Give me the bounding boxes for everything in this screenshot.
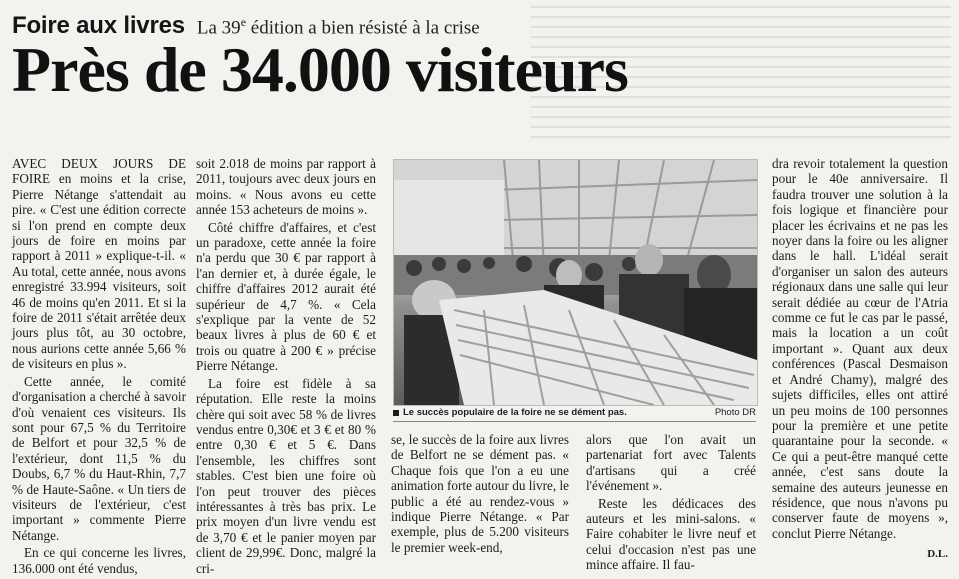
- article-column-1: [12, 156, 186, 578]
- article-column-5: [772, 156, 948, 565]
- photo-caption-row: [393, 407, 756, 418]
- book-fair-photo-illustration: [394, 160, 757, 405]
- headline: Près de 34.000 visiteurs: [12, 34, 628, 105]
- section-label: Foire aux livres: [12, 12, 185, 39]
- paragraph: dra revoir totalement la question pour le 40e anniversaire. Il faudra trouver une solution à la fois logique et financière pour placer les écrivains et ne pas les noyer dans la foire ou les aligner dans le hall. L'idéal serait d'organiser un salon des auteurs régionaux dans une salle qui leur serait dédiée au cœur de l'Atria comme ce fut le cas par le passé, mais la location a un coût important ». Quant aux deux conférences (Pascal Desmaison et André Chamy), malgré des sujets difficiles, elles ont attiré un peu moins de 100 personnes pour la première et une petite quarantaine pour la seconde. « Ce qui a peut-être manqué cette année, c'est sans doute la semaine des auteurs jeunesse en résidence, que nous n'avons pu conserver faute de moyens », conclut Pierre Nétange.: [772, 156, 948, 541]
- paragraph: se, le succès de la foire aux livres de Belfort ne se dément pas. « Chaque fois que l'on a eu une animation forte autour du livre, le public a été au rendez-vous » indique Pierre Nétange. « Par exemple, plus de 5.200 visiteurs le premier week-end,: [391, 432, 569, 555]
- caption-text: Le succès populaire de la foire ne se dément pas.: [403, 407, 627, 418]
- paragraph: La foire est fidèle à sa réputation. Elle reste la moins chère qui soit avec 58 % de livres vendus entre 0,30€ et 3 € et 80 % entre 0,30 € et 5 €. Dans l'ensemble, les chiffres sont stables. C'est bien une foire où l'on peut trouver des pièces intéressantes à très bas prix. Le prix moyen d'un livre vendu est de 3,70 € et le panier moyen par client de 29,99€. Donc, malgré la cri-: [196, 375, 376, 576]
- article-column-2: [196, 156, 376, 578]
- caption-divider: [393, 421, 756, 422]
- paragraph: Côté chiffre d'affaires, et c'est un paradoxe, cette année la foire n'a perdu que 30 € par rapport à l'an dernier et, à durée égale, le chiffre d'affaires 2012 aurait été supérieur de 4,7 %. « Cela s'explique par la vente de 52 beaux livres à plus de 60 € et trois ou quatre à 200 € » précise Pierre Nétange.: [196, 219, 376, 374]
- article-column-4: [586, 432, 756, 575]
- photo-credit: Photo DR: [714, 407, 756, 418]
- caption-bullet-icon: [393, 410, 399, 416]
- article-photo: [393, 159, 758, 406]
- article-column-3: [391, 432, 569, 557]
- paragraph: En ce qui concerne les livres, 136.000 ont été vendus,: [12, 545, 186, 576]
- paragraph: Reste les dédicaces des auteurs et les mini-salons. « Faire cohabiter le livre neuf et celui d'occasion n'est pas une mince affaire. Il fau-: [586, 495, 756, 573]
- subtitle-pre: La 39: [196, 17, 241, 38]
- paragraph: alors que l'on avait un partenariat fort avec Talents d'artisans qui a créé l'événement ».: [586, 432, 756, 494]
- subtitle-sup: e: [240, 14, 247, 29]
- paragraph: Cette année, le comité d'organisation a cherché à savoir d'où venaient ces visiteurs. Ils sont pour 67,5 % du Territoire de Belfort et pour 32,5 % de l'extérieur, dont 11,5 % du Doubs, 6,7 % du Haut-Rhin, 7,7 % de Haute-Saône. « Un tiers de visiteurs de l'extérieur, c'est important » commente Pierre Nétange.: [12, 373, 186, 543]
- author-signature: D.L.: [927, 548, 948, 561]
- subtitle-post: édition a bien résisté à la crise: [246, 17, 480, 38]
- photo-caption: [393, 407, 627, 418]
- paragraph: soit 2.018 de moins par rapport à 2011, toujours avec deux jours en moins. « Nous avons eu cette année 153 acheteurs de moins ».: [196, 156, 376, 218]
- paragraph: AVEC DEUX JOURS DE FOIRE en moins et la crise, Pierre Nétange s'attendait au pire. « C'est une édition correcte si l'on prend en compte deux jours de foire en moins par rapport à 2011 » explique-t-il. « Au total, cette année, nous avons enregistré 33.994 visiteurs, soit 46 de moins qu'en 2011. Et si la foire de 2011 s'était arrêtée deux jours plus tôt, au 30 octobre, nous aurions cette année 5,66 % de visiteurs en plus ».: [12, 156, 186, 372]
